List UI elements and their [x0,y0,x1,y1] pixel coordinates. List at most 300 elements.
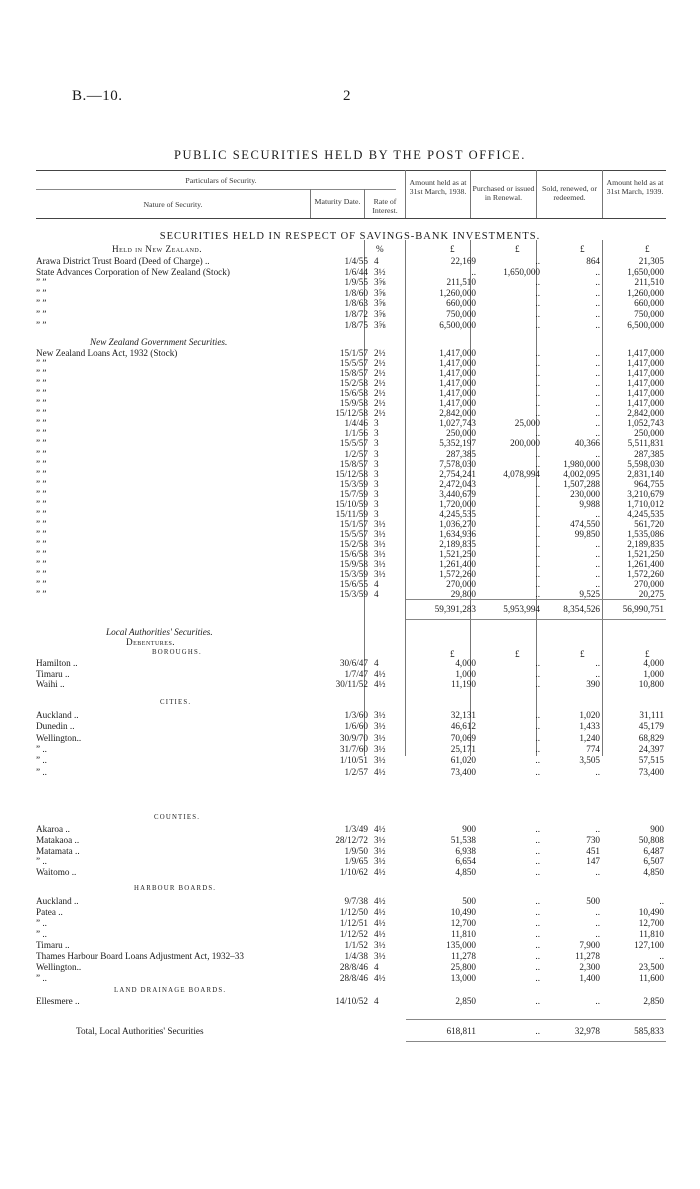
purchased-amount: .. [535,658,540,668]
purchased-amount: .. [535,408,540,419]
interest-rate: 3½ [374,710,386,720]
amount-held-1939: 2,850 [643,996,664,1006]
table-row [0,973,700,983]
amount-held-1938: 1,260,000 [439,287,476,298]
table-row [0,368,700,378]
purchased-amount: .. [535,358,540,369]
sold-amount: 7,900 [579,940,600,950]
amount-held-1939: 4,000 [643,658,664,668]
subtotal-rule [406,599,666,600]
sold-amount: .. [595,867,600,878]
sold-amount: .. [595,378,600,389]
amount-held-1939: 750,000 [634,309,664,319]
maturity-date: 15/3/59 [339,478,368,489]
interest-rate: 3½ [374,518,386,529]
maturity-date: 1/10/51 [339,755,368,766]
interest-rate: 3½ [374,559,386,570]
amount-held-1939: 11,600 [639,973,664,983]
security-name: Timaru .. [36,668,70,679]
maturity-date: 15/6/55 [339,579,368,590]
maturity-date: 28/8/46 [339,962,368,972]
purchased-amount: .. [535,918,540,928]
interest-rate: 2½ [374,368,386,379]
document-title: PUBLIC SECURITIES HELD BY THE POST OFFICE. [173,148,527,162]
interest-rate: 3½ [374,856,386,867]
table-row [0,755,700,765]
purchased-amount: .. [535,732,540,743]
col-nature: Nature of Security. [143,200,203,209]
pound-unit: £ [645,649,650,659]
maturity-date: 1/12/51 [339,918,368,928]
security-name: ” ” [36,368,47,379]
amount-held-1938: 4,850 [455,867,476,878]
purchased-amount: .. [535,973,540,983]
security-name: Patea .. [36,907,63,917]
col-purchased: Purchased or issued in Renewal. [472,184,535,202]
gov-heading: New Zealand Government Securities. [90,337,228,347]
amount-held-1939: 127,100 [634,940,664,950]
security-name: ” ” [36,518,47,529]
maturity-date: 15/3/59 [339,569,368,580]
table-row [0,907,700,917]
interest-rate: 4½ [374,824,386,834]
amount-held-1938: 750,000 [446,309,476,319]
security-name: ” ” [36,478,47,489]
interest-rate: 3 [374,458,379,469]
interest-rate: 4½ [374,679,386,690]
amount-held-1938: 1,417,000 [439,348,476,358]
maturity-date: 15/5/57 [339,438,368,449]
maturity-date: 15/1/57 [339,348,368,358]
table-row [0,428,700,438]
purchased-amount: .. [535,940,540,950]
table-row [0,867,700,877]
table-row [0,256,700,266]
purchased-amount: .. [535,378,540,389]
amount-held-1939: 45,179 [638,721,664,732]
security-name: Wellington.. [36,962,82,972]
amount-held-1938: 6,500,000 [439,319,476,330]
interest-rate: 4½ [374,918,386,928]
amount-held-1939: 1,650,000 [627,266,664,277]
security-name: ” ” [36,508,47,519]
table-row [0,744,700,754]
security-name: ” .. [36,973,47,983]
interest-rate: 2½ [374,378,386,389]
sold-amount: .. [595,348,600,358]
table-row [0,835,700,845]
maturity-date: 1/1/52 [344,940,368,950]
security-name: Wellington.. [36,732,82,743]
security-name: ” ” [36,538,47,549]
interest-rate: 3⅝ [374,277,386,288]
table-row [0,509,700,519]
interest-rate: 4 [374,658,379,668]
maturity-date: 1/4/55 [344,256,368,266]
sold-amount: 390 [586,679,600,690]
interest-rate: 4½ [374,896,386,906]
table-row [0,418,700,428]
amount-held-1939: 1,417,000 [627,378,664,389]
subtotal-purchased: 5,953,994 [503,604,540,614]
sold-amount: 9,988 [579,498,600,509]
pound-unit: £ [515,649,520,659]
pound-unit: £ [450,244,455,254]
maturity-date: 1/8/60 [344,287,368,298]
col-divider [536,170,537,218]
amount-held-1938: 1,634,936 [439,528,476,539]
interest-rate: 3⅝ [374,319,386,330]
sold-amount: .. [595,824,600,834]
table-row [0,658,700,668]
purchased-amount: .. [535,348,540,358]
sold-amount: .. [595,538,600,549]
col-sold: Sold, renewed, or redeemed. [542,184,597,202]
table-row [0,449,700,459]
maturity-date: 1/10/62 [339,867,368,878]
maturity-date: 1/1/56 [344,428,368,439]
maturity-date: 28/12/72 [335,834,368,845]
sold-amount: 40,366 [574,438,600,449]
amount-held-1939: 211,510 [634,277,664,288]
amount-held-1938: 51,538 [450,834,476,845]
purchased-amount: .. [535,679,540,690]
maturity-date: 30/9/70 [339,732,368,743]
security-name: New Zealand Loans Act, 1932 (Stock) [36,348,178,358]
sold-amount: 2,300 [579,962,600,972]
sold-amount: .. [595,668,600,679]
amount-held-1938: 1,521,250 [439,549,476,559]
sold-amount: .. [595,418,600,429]
amount-held-1938: 250,000 [446,428,476,439]
table-row [0,962,700,972]
pound-unit: £ [580,649,585,659]
amount-held-1938: 32,131 [450,710,476,720]
sold-amount: .. [595,408,600,419]
interest-rate: 4½ [374,668,386,679]
amount-held-1938: .. [471,266,476,277]
security-name: Arawa District Trust Board (Deed of Charge) .. [36,256,210,266]
amount-held-1938: 70,069 [450,732,476,743]
table-row [0,298,700,308]
sold-amount: .. [595,319,600,330]
maturity-date: 1/8/63 [344,298,368,309]
amount-held-1939: 1,521,250 [627,549,664,559]
security-name: Waihi .. [36,679,65,690]
col-held-1938: Amount held as at 31st March, 1938. [409,178,467,196]
security-name: Waitomo .. [36,867,77,878]
amount-held-1939: 6,487 [643,845,664,856]
table-row [0,378,700,388]
table-row [0,669,700,679]
col-maturity: Maturity Date. [314,197,361,206]
maturity-date: 1/2/57 [344,766,368,777]
table-row [0,309,700,319]
security-name: ” ” [36,458,47,469]
purchased-amount: .. [535,538,540,549]
table-row [0,277,700,287]
table-row [0,288,700,298]
table-row [0,918,700,928]
amount-held-1938: 1,000 [455,668,476,679]
table-row [0,996,700,1006]
table-row [0,579,700,589]
purchased-amount: .. [535,929,540,939]
sold-amount: .. [595,549,600,559]
security-name: ” ” [36,549,47,559]
sold-amount: .. [595,287,600,298]
purchased-amount: .. [535,907,540,917]
col-particulars: Particulars of Security. [185,176,257,185]
sold-amount: .. [595,579,600,590]
security-name: Dunedin .. [36,721,75,732]
amount-held-1939: 1,417,000 [627,358,664,369]
col-divider [470,170,471,218]
amount-held-1938: 61,020 [450,755,476,766]
security-name: Thames Harbour Board Loans Adjustment Act, 1932–33 [36,951,244,961]
page-number: 2 [343,88,351,104]
purchased-amount: .. [535,498,540,509]
amount-held-1939: 23,500 [638,962,664,972]
sold-amount: 474,550 [570,518,600,529]
amount-held-1939: 57,515 [638,755,664,766]
interest-rate: 3½ [374,721,386,732]
interest-rate: 2½ [374,398,386,409]
sold-amount: .. [595,766,600,777]
col-divider [602,170,603,218]
maturity-date: 9/7/38 [344,896,368,906]
purchased-amount: .. [535,448,540,459]
amount-held-1939: 1,535,086 [627,528,664,539]
amount-held-1939: 1,417,000 [627,368,664,379]
maturity-date: 15/8/57 [339,368,368,379]
sold-amount: 1,240 [579,732,600,743]
security-name: ” ” [36,358,47,369]
amount-held-1939: 20,275 [638,589,664,600]
interest-rate: 3⅝ [374,287,386,298]
purchased-amount: .. [535,951,540,961]
interest-rate: 3⅝ [374,298,386,309]
table-row [0,733,700,743]
purchased-amount: .. [535,755,540,766]
amount-held-1938: 10,490 [450,907,476,917]
interest-rate: 3½ [374,755,386,766]
security-name: ” .. [36,743,47,754]
amount-held-1939: 5,511,831 [627,438,664,449]
maturity-date: 31/7/60 [339,743,368,754]
amount-held-1939: 6,500,000 [627,319,664,330]
sold-amount: 99,850 [574,528,600,539]
amount-held-1938: 29,800 [450,589,476,600]
amount-held-1939: 250,000 [634,428,664,439]
table-top-rule [36,170,666,171]
interest-rate: 3 [374,448,379,459]
purchased-amount: .. [535,996,540,1006]
amount-held-1939: 1,000 [643,668,664,679]
maturity-date: 1/4/38 [344,951,368,961]
maturity-date: 15/2/58 [339,538,368,549]
purchased-amount: 25,000 [514,418,540,429]
table-row [0,519,700,529]
amount-held-1938: 1,572,260 [439,569,476,580]
purchased-amount: .. [535,287,540,298]
maturity-date: 30/11/52 [335,679,368,690]
purchased-amount: .. [535,579,540,590]
interest-rate: 4 [374,589,379,600]
amount-held-1938: 5,352,197 [439,438,476,449]
interest-rate: 3½ [374,834,386,845]
interest-rate: 3½ [374,266,386,277]
purchased-amount: .. [535,458,540,469]
amount-held-1938: 7,578,030 [439,458,476,469]
sold-amount: 11,278 [575,951,600,961]
interest-rate: 3½ [374,951,386,961]
amount-held-1938: 25,800 [450,962,476,972]
security-name: ” ” [36,309,47,319]
amount-held-1938: 1,417,000 [439,398,476,409]
security-name: ” ” [36,559,47,570]
sold-amount: .. [595,929,600,939]
table-row [0,846,700,856]
security-name: Akaroa .. [36,824,70,834]
amount-held-1939: 10,800 [638,679,664,690]
interest-rate: 3½ [374,538,386,549]
interest-rate: 3½ [374,569,386,580]
sold-amount: 774 [586,743,600,754]
purchased-amount: .. [535,867,540,878]
interest-rate: 4 [374,256,379,266]
interest-rate: 3½ [374,732,386,743]
interest-rate: 3 [374,488,379,499]
table-row [0,459,700,469]
interest-rate: 4 [374,962,379,972]
interest-rate: 3 [374,438,379,449]
purchased-amount: .. [535,388,540,399]
harbour-heading: HARBOUR BOARDS. [134,885,217,892]
amount-held-1939: 2,831,140 [627,468,664,479]
interest-rate: 2½ [374,358,386,369]
interest-rate: 3 [374,508,379,519]
maturity-date: 15/8/57 [339,458,368,469]
col-held-1939: Amount held as at 31st March, 1939. [606,178,664,196]
amount-held-1939: 660,000 [634,298,664,309]
interest-rate: 3½ [374,743,386,754]
interest-rate: 4 [374,579,379,590]
amount-held-1938: 11,190 [451,679,476,690]
maturity-date: 1/4/46 [344,418,368,429]
interest-rate: 4½ [374,907,386,917]
amount-held-1939: .. [659,951,664,961]
counties-heading: COUNTIES. [154,814,201,821]
security-name: ” ” [36,428,47,439]
purchased-amount: .. [535,368,540,379]
maturity-date: 1/3/49 [344,824,368,834]
security-name: ” ” [36,488,47,499]
amount-held-1938: 1,036,270 [439,518,476,529]
maturity-date: 15/2/58 [339,378,368,389]
purchased-amount: .. [535,528,540,539]
amount-held-1939: 10,490 [638,907,664,917]
sold-amount: .. [595,918,600,928]
sold-amount: 147 [586,856,600,867]
purchased-amount: .. [535,834,540,845]
table-row [0,710,700,720]
debentures-heading: Debentures. [126,637,176,647]
amount-held-1938: 2,472,043 [439,478,476,489]
security-name: ” ” [36,468,47,479]
interest-rate: 4½ [374,929,386,939]
sold-amount: .. [595,559,600,570]
security-name: Matakaoa .. [36,834,80,845]
drainage-heading: LAND DRAINAGE BOARDS. [114,987,227,994]
purchased-amount: .. [535,478,540,489]
maturity-date: 15/7/59 [339,488,368,499]
interest-rate: 3 [374,478,379,489]
document-reference: B.—10. [72,88,123,104]
table-row [0,679,700,689]
interest-rate: 3½ [374,528,386,539]
interest-rate: 3½ [374,549,386,559]
purchased-amount: .. [535,277,540,288]
sold-amount: 4,002,095 [563,468,600,479]
sold-amount: 1,020 [579,710,600,720]
amount-held-1939: 50,808 [638,834,664,845]
local-heading: Local Authorities' Securities. [106,627,213,637]
security-name: Timaru .. [36,940,70,950]
interest-rate: 3 [374,428,379,439]
security-name: ” ” [36,408,47,419]
maturity-date: 15/3/59 [339,589,368,600]
sold-amount: .. [595,358,600,369]
interest-rate: 3 [374,418,379,429]
pct-unit: % [376,244,384,254]
cities-heading: CITIES. [160,699,192,706]
maturity-date: 15/5/57 [339,528,368,539]
amount-held-1938: 2,189,835 [439,538,476,549]
interest-rate: 2½ [374,388,386,399]
sold-amount: 1,980,000 [563,458,600,469]
purchased-amount: .. [535,559,540,570]
amount-held-1938: 270,000 [446,579,476,590]
interest-rate: 4½ [374,766,386,777]
table-row [0,320,700,330]
purchased-amount: .. [535,856,540,867]
purchased-amount: .. [535,319,540,330]
amount-held-1938: 1,417,000 [439,358,476,369]
maturity-date: 14/10/52 [335,996,368,1006]
amount-held-1938: 1,417,000 [439,388,476,399]
sold-amount: 730 [586,834,600,845]
amount-held-1939: 3,210,679 [627,488,664,499]
purchased-amount: .. [535,721,540,732]
sold-amount: 1,433 [579,721,600,732]
purchased-amount: .. [535,589,540,600]
amount-held-1939: 6,507 [643,856,664,867]
maturity-date: 1/6/60 [344,721,368,732]
sold-amount: .. [595,448,600,459]
amount-held-1939: 1,417,000 [627,348,664,358]
amount-held-1938: 73,400 [450,766,476,777]
purchased-amount: .. [535,309,540,319]
maturity-date: 1/7/47 [344,668,368,679]
sold-amount: 500 [586,896,600,906]
subtotal-rule-bottom [406,619,666,620]
interest-rate: 2½ [374,348,386,358]
interest-rate: 3½ [374,845,386,856]
security-name: ” ” [36,589,47,600]
amount-held-1938: 22,169 [450,256,476,266]
table-row [0,767,700,777]
